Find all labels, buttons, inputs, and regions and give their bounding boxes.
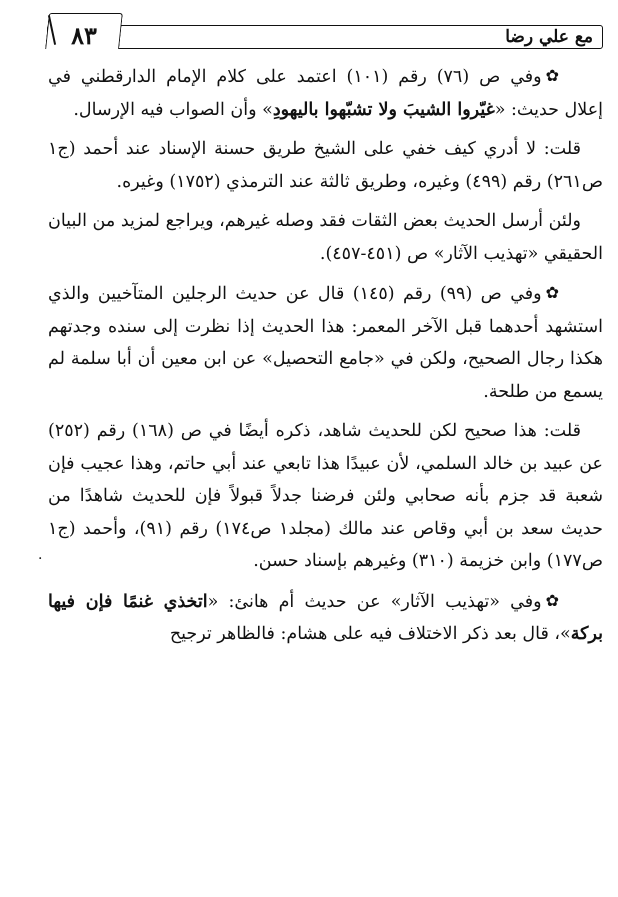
hadith-text: اتخذي غنمًا فإن فيها بركة (48, 591, 603, 644)
flower-star-icon: ✿ (545, 590, 559, 610)
paragraph-4 (48, 277, 603, 408)
paragraph-5 (48, 415, 603, 578)
margin-dot: · (38, 551, 43, 567)
running-header (47, 21, 603, 51)
paragraph-text: ولئن أرسل الحديث بعض الثقات فقد وصله غيرهم، ويراجع لمزيد من البيان الحقيقي «تهذيب الآثار» ص (٤٥١-٤٥٧). (48, 211, 603, 264)
flower-star-icon: ✿ (545, 283, 560, 302)
paragraph-text: »، قال بعد ذكر الاختلاف فيه على هشام: فالظاهر ترجيح (169, 624, 571, 644)
page-number: ٨٣ (71, 21, 97, 50)
page-body (48, 60, 603, 658)
paragraph-text: وفي ص (٧٦) رقم (١٠١) اعتمد على كلام الإمام الدارقطني في إعلال حديث: « (48, 67, 603, 120)
flower-star-icon: ✿ (545, 66, 559, 85)
paragraph-3 (48, 205, 603, 270)
paragraph-1 (48, 60, 603, 126)
paragraph-text: » وأن الصواب فيه الإرسال. (73, 99, 273, 120)
paragraph-6 (48, 585, 603, 651)
hadith-text: غيّروا الشيبَ ولا تشبّهوا باليهودِ (272, 99, 495, 120)
paragraph-text: وفي «تهذيب الآثار» عن حديث أم هانئ: « (207, 591, 542, 612)
paragraph-text: وفي ص (٩٩) رقم (١٤٥) قال عن حديث الرجلين المتآخيين والذي استشهد أحدهما قبل الآخر المعمر: هذا الحديث إذا نظرت إلى سنده وجدتهم هكذا رجال الصحيح، ولكن في «جامع التحصيل» عن ابن معين أن أبا سلمة لم يسمع من طلحة. (48, 284, 603, 402)
paragraph-text: قلت: هذا صحيح لكن للحديث شاهد، ذكره أيضًا في ص (١٦٨) رقم (٢٥٢) عن عبيد بن خالد السلمي، لأن عبيدًا هذا تابعي عند أبي حاتم، وهذا عجيب فإن شعبة قد جزم بأنه صحابي ولئن فرضنا جدلاً قبولاً فإن للحديث شاهدًا من حديث سعد بن أبي وقاص عند مالك (مجلد١ ص١٧٤) رقم (٩١)، وأحمد (ج١ ص١٧٧) وابن خزيمة (٣١٠) وغيرهم بإسناد حسن. (48, 421, 603, 571)
paragraph-2 (48, 133, 603, 198)
header-title: مع علي رضا (505, 27, 593, 47)
paragraph-text: قلت: لا أدري كيف خفي على الشيخ طريق حسنة الإسناد عند أحمد (ج١ ص٢٦١) رقم (٤٩٩) وغيره، وطريق ثالثة عند الترمذي (١٧٥٢) وغيره. (48, 139, 603, 192)
